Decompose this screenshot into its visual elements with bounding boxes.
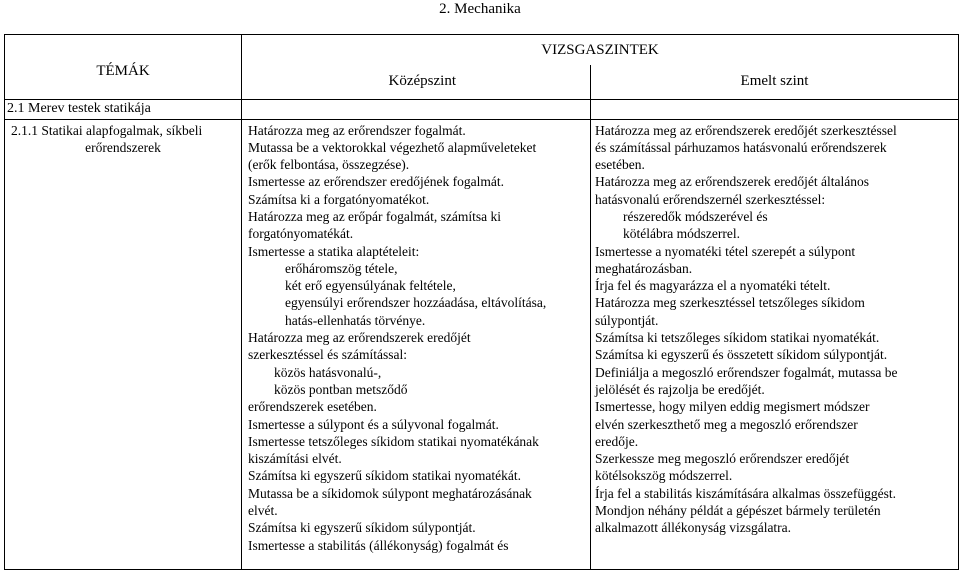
adv-line: Számítsa ki egyszerű és összetett síkidom súlypontját. — [595, 347, 888, 363]
mid-line: Mutassa be a síkidomok súlypont meghatározásának — [248, 485, 532, 501]
mid-line-indented: közös hatásvonalú-, — [274, 364, 382, 380]
mid-line: Ismertesse a stabilitás (állékonyság) fogalmát és — [248, 537, 509, 553]
mid-line: (erők felbontása, összegzése). — [248, 157, 410, 173]
adv-line: Ismertesse, hogy milyen eddig megismert módszer — [595, 399, 870, 415]
adv-line: hatásvonalú erőrendszernél szerkesztéssel: — [595, 191, 826, 207]
advanced-level-requirements — [591, 119, 959, 569]
section-mid-empty — [242, 99, 591, 119]
mid-line: Határozza meg az erőpár fogalmát, számítsa ki — [248, 208, 501, 224]
exam-levels-header: VIZSGASZINTEK — [242, 35, 959, 66]
adv-line: súlypontját. — [595, 312, 659, 328]
section-adv-empty — [591, 99, 959, 119]
mid-line-indented: két erő egyensúlyának feltétele, — [285, 278, 456, 294]
adv-line: Határozza meg az erőrendszerek eredőjét szerkesztéssel — [595, 122, 897, 138]
subsection-title-cont: erőrendszerek — [85, 139, 161, 155]
adv-line: Definiálja a megoszló erőrendszer fogalmát, mutassa be — [595, 364, 898, 380]
mid-line: Számítsa ki a forgatónyomatékot. — [248, 191, 430, 207]
mid-line: Mutassa be a vektorokkal végezhető alapműveleteket — [248, 139, 537, 155]
adv-line: Határozza meg az erőrendszerek eredőjét általános — [595, 174, 869, 190]
adv-line: és számítással párhuzamos hatásvonalú erőrendszerek — [595, 139, 887, 155]
mid-level-requirements — [242, 119, 591, 569]
adv-line-indented: kötélábra módszerrel. — [623, 226, 740, 242]
chapter-title: 2. Mechanika — [439, 1, 521, 17]
mid-line: elvét. — [248, 503, 278, 519]
mid-line: kiszámítási elvét. — [248, 451, 342, 467]
mid-line: Ismertesse a statika alaptételeit: — [248, 243, 420, 259]
mid-line: Határozza meg az erőrendszerek eredőjét — [248, 330, 471, 346]
adv-line: Ismertesse a nyomatéki tétel szerepét a súlypont — [595, 243, 856, 259]
adv-line: meghatározásban. — [595, 260, 693, 276]
adv-line: Mondjon néhány példát a gépészet bármely területén — [595, 503, 881, 519]
topics-header: TÉMÁK — [5, 35, 242, 100]
adv-line: alkalmazott állékonyság vizsgálatra. — [595, 520, 792, 536]
mid-line: Határozza meg az erőrendszer fogalmát. — [248, 122, 466, 138]
mid-line: forgatónyomatékát. — [248, 226, 354, 242]
adv-line: kötélsokszög módszerrel. — [595, 468, 733, 484]
mid-line: Ismertesse tetszőleges síkidom statikai nyomatékának — [248, 433, 539, 449]
adv-line-indented: részeredők módszerével és — [623, 208, 768, 224]
section-title: 2.1 Merev testek statikája — [5, 99, 242, 119]
adv-line: Írja fel és magyarázza el a nyomatéki tételt. — [595, 278, 831, 294]
adv-line: Írja fel a stabilitás kiszámítására alkalmas összefüggést. — [595, 485, 897, 501]
subsection-title: 2.1.1 Statikai alapfogalmak, síkbeli — [11, 122, 203, 138]
mid-line: Ismertesse a súlypont és a súlyvonal fogalmát. — [248, 416, 499, 432]
adv-line: Számítsa ki tetszőleges síkidom statikai nyomatékát. — [595, 330, 880, 346]
adv-line: esetében. — [595, 157, 645, 173]
mid-level-header: Középszint — [242, 65, 591, 99]
mid-line: Számítsa ki egyszerű síkidom statikai nyomatékát. — [248, 468, 521, 484]
mid-line: Számítsa ki egyszerű síkidom súlypontját. — [248, 520, 476, 536]
adv-line: jelölését és rajzolja be eredőjét. — [595, 381, 765, 397]
mid-line: Ismertesse az erőrendszer eredőjének fogalmát. — [248, 174, 504, 190]
requirements-table — [4, 34, 959, 570]
mid-line-indented: közös pontban metsződő — [274, 381, 408, 397]
advanced-level-header: Emelt szint — [591, 65, 959, 99]
adv-line: eredője. — [595, 433, 639, 449]
adv-line: Határozza meg szerkesztéssel tetszőleges síkidom — [595, 295, 865, 311]
mid-line: szerkesztéssel és számítással: — [248, 347, 407, 363]
adv-line: elvén szerkeszthető meg a megoszló erőrendszer — [595, 416, 858, 432]
mid-line-indented: hatás-ellenhatás törvénye. — [285, 312, 426, 328]
subsection-topic — [5, 119, 242, 569]
mid-line: erőrendszerek esetében. — [248, 399, 377, 415]
mid-line-indented: erőháromszög tétele, — [285, 260, 398, 276]
mid-line-indented: egyensúlyi erőrendszer hozzáadása, eltávolítása, — [285, 295, 547, 311]
adv-line: Szerkessze meg megoszló erőrendszer eredőjét — [595, 451, 850, 467]
